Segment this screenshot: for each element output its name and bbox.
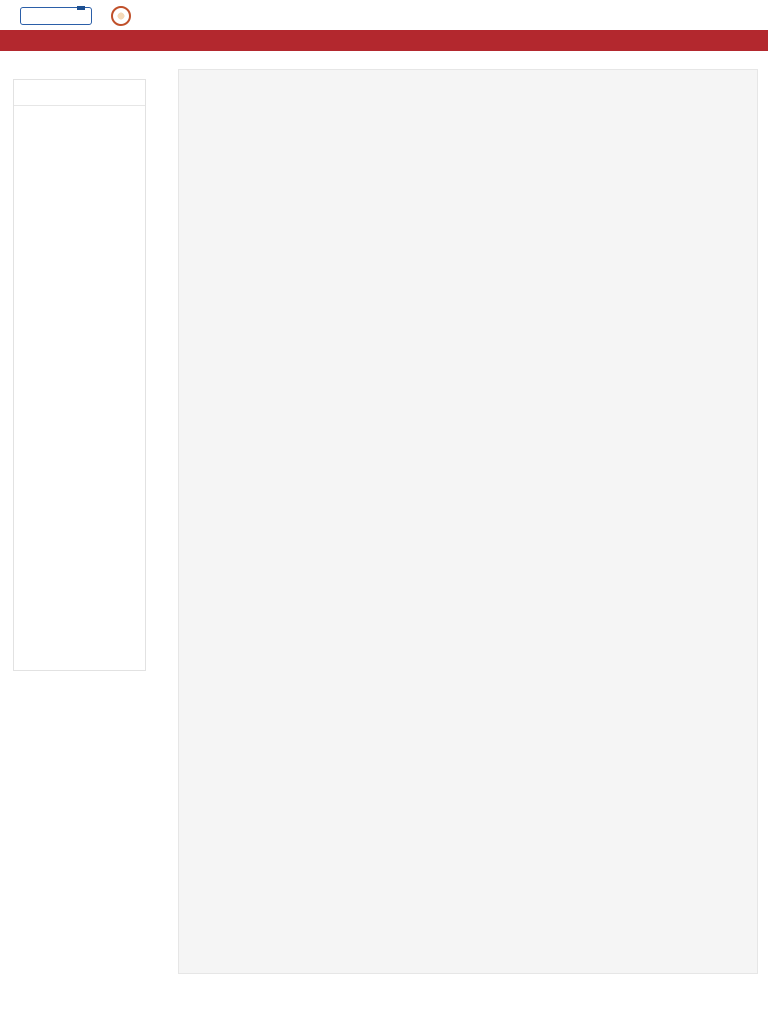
- graduation-cap-icon: [77, 6, 85, 10]
- top-header: [0, 0, 768, 30]
- nptel-seal-icon: [111, 6, 131, 26]
- course-outline-sidebar: [13, 79, 146, 671]
- course-outline-heading: [14, 80, 145, 106]
- breadcrumb: [22, 36, 34, 43]
- assignment-panel: [178, 69, 758, 974]
- swayam-logo[interactable]: [20, 7, 92, 25]
- course-navbar: [0, 30, 768, 51]
